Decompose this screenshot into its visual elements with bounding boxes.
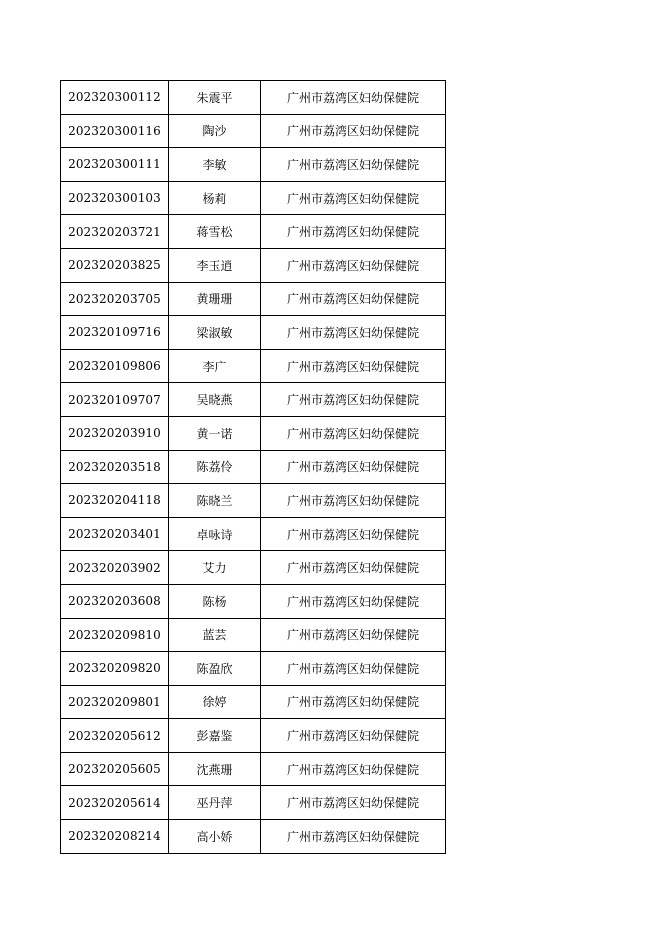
candidate-name-cell: 艾力 (169, 551, 261, 585)
candidate-name-cell: 吴晓燕 (169, 383, 261, 417)
candidate-id-cell: 202320209820 (61, 652, 169, 686)
table-row (61, 416, 446, 450)
table-row (61, 551, 446, 585)
table-row (61, 484, 446, 518)
candidate-name-cell: 黄一诺 (169, 416, 261, 450)
organization-cell: 广州市荔湾区妇幼保健院 (261, 820, 446, 854)
organization-cell: 广州市荔湾区妇幼保健院 (261, 316, 446, 350)
organization-cell: 广州市荔湾区妇幼保健院 (261, 416, 446, 450)
table-row (61, 282, 446, 316)
candidate-name-cell: 朱震平 (169, 81, 261, 115)
candidate-name-cell: 陶沙 (169, 114, 261, 148)
table-row (61, 752, 446, 786)
candidate-name-cell: 沈燕珊 (169, 752, 261, 786)
organization-cell: 广州市荔湾区妇幼保健院 (261, 584, 446, 618)
candidate-name-cell: 陈杨 (169, 584, 261, 618)
candidate-name-cell: 蓝芸 (169, 618, 261, 652)
candidate-id-cell: 202320205614 (61, 786, 169, 820)
candidate-id-cell: 202320109707 (61, 383, 169, 417)
candidate-id-cell: 202320203401 (61, 517, 169, 551)
candidate-name-cell: 徐婷 (169, 685, 261, 719)
candidate-name-cell: 陈荔伶 (169, 450, 261, 484)
table-row (61, 652, 446, 686)
candidate-id-cell: 202320203902 (61, 551, 169, 585)
table-row (61, 450, 446, 484)
candidate-id-cell: 202320300103 (61, 181, 169, 215)
candidate-name-cell: 蒋雪松 (169, 215, 261, 249)
candidate-id-cell: 202320300112 (61, 81, 169, 115)
candidate-id-cell: 202320203705 (61, 282, 169, 316)
candidate-id-cell: 202320203910 (61, 416, 169, 450)
candidate-name-cell: 高小娇 (169, 820, 261, 854)
table-row (61, 786, 446, 820)
organization-cell: 广州市荔湾区妇幼保健院 (261, 652, 446, 686)
roster-body (61, 81, 446, 854)
candidate-name-cell: 黄珊珊 (169, 282, 261, 316)
candidate-id-cell: 202320205612 (61, 719, 169, 753)
candidate-name-cell: 李敏 (169, 148, 261, 182)
organization-cell: 广州市荔湾区妇幼保健院 (261, 517, 446, 551)
table-row (61, 81, 446, 115)
candidate-id-cell: 202320203608 (61, 584, 169, 618)
organization-cell: 广州市荔湾区妇幼保健院 (261, 551, 446, 585)
organization-cell: 广州市荔湾区妇幼保健院 (261, 148, 446, 182)
table-row (61, 383, 446, 417)
organization-cell: 广州市荔湾区妇幼保健院 (261, 618, 446, 652)
candidate-name-cell: 杨莉 (169, 181, 261, 215)
candidate-name-cell: 彭嘉鉴 (169, 719, 261, 753)
candidate-id-cell: 202320209801 (61, 685, 169, 719)
candidate-name-cell: 陈晓兰 (169, 484, 261, 518)
table-row (61, 584, 446, 618)
organization-cell: 广州市荔湾区妇幼保健院 (261, 349, 446, 383)
candidate-id-cell: 202320204118 (61, 484, 169, 518)
candidate-id-cell: 202320208214 (61, 820, 169, 854)
table-row (61, 215, 446, 249)
organization-cell: 广州市荔湾区妇幼保健院 (261, 752, 446, 786)
organization-cell: 广州市荔湾区妇幼保健院 (261, 282, 446, 316)
table-row (61, 114, 446, 148)
candidate-id-cell: 202320205605 (61, 752, 169, 786)
table-row (61, 349, 446, 383)
candidate-id-cell: 202320209810 (61, 618, 169, 652)
organization-cell: 广州市荔湾区妇幼保健院 (261, 685, 446, 719)
candidate-id-cell: 202320109716 (61, 316, 169, 350)
candidate-id-cell: 202320300111 (61, 148, 169, 182)
organization-cell: 广州市荔湾区妇幼保健院 (261, 248, 446, 282)
candidate-name-cell: 陈盈欣 (169, 652, 261, 686)
candidate-name-cell: 李广 (169, 349, 261, 383)
organization-cell: 广州市荔湾区妇幼保健院 (261, 215, 446, 249)
table-row (61, 248, 446, 282)
candidate-id-cell: 202320203721 (61, 215, 169, 249)
roster-table (60, 80, 446, 854)
table-row (61, 517, 446, 551)
organization-cell: 广州市荔湾区妇幼保健院 (261, 114, 446, 148)
table-row (61, 685, 446, 719)
table-row (61, 181, 446, 215)
candidate-id-cell: 202320203518 (61, 450, 169, 484)
candidate-id-cell: 202320300116 (61, 114, 169, 148)
table-row (61, 820, 446, 854)
table-row (61, 148, 446, 182)
table-row (61, 316, 446, 350)
organization-cell: 广州市荔湾区妇幼保健院 (261, 719, 446, 753)
organization-cell: 广州市荔湾区妇幼保健院 (261, 383, 446, 417)
organization-cell: 广州市荔湾区妇幼保健院 (261, 450, 446, 484)
organization-cell: 广州市荔湾区妇幼保健院 (261, 786, 446, 820)
organization-cell: 广州市荔湾区妇幼保健院 (261, 181, 446, 215)
candidate-name-cell: 巫丹萍 (169, 786, 261, 820)
candidate-name-cell: 卓咏诗 (169, 517, 261, 551)
candidate-id-cell: 202320203825 (61, 248, 169, 282)
organization-cell: 广州市荔湾区妇幼保健院 (261, 81, 446, 115)
candidate-name-cell: 李玉逍 (169, 248, 261, 282)
table-row (61, 618, 446, 652)
candidate-name-cell: 梁淑敏 (169, 316, 261, 350)
organization-cell: 广州市荔湾区妇幼保健院 (261, 484, 446, 518)
table-row (61, 719, 446, 753)
candidate-id-cell: 202320109806 (61, 349, 169, 383)
